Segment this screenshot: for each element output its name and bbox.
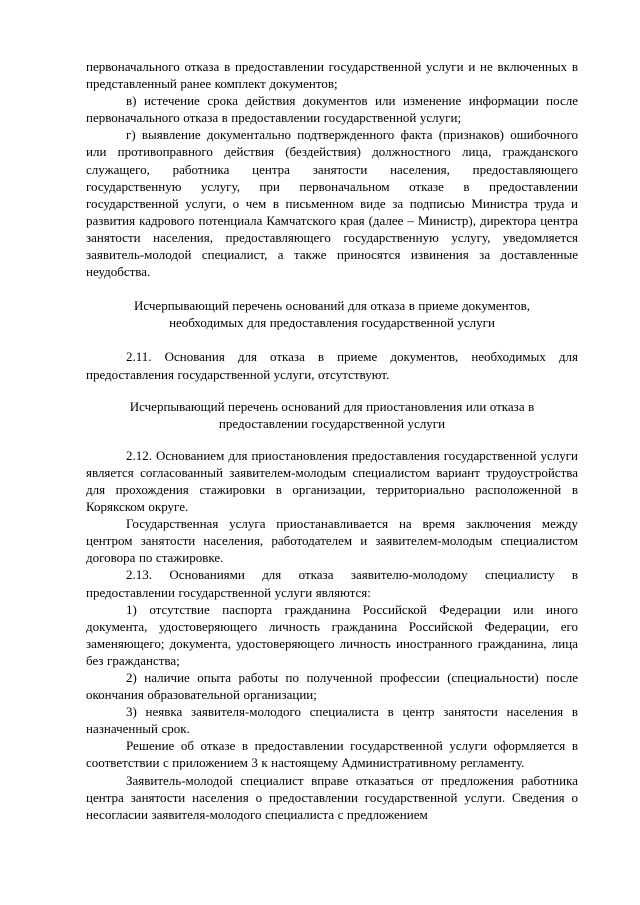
heading-line: Исчерпывающий перечень оснований для приостановления или отказа в bbox=[129, 398, 535, 414]
spacer bbox=[86, 280, 578, 297]
heading-line: необходимых для предоставления государственной услуги bbox=[169, 315, 495, 331]
spacer bbox=[86, 383, 578, 398]
paragraph-2-13-item-2: 2) наличие опыта работы по полученной профессии (специальности) после окончания образовательной организации; bbox=[86, 670, 578, 703]
paragraph-2-11: 2.11. Основания для отказа в приеме документов, необходимых для предоставления государственной услуги, отсутствуют. bbox=[86, 349, 578, 382]
heading-line: предоставлении государственной услуги bbox=[218, 415, 446, 431]
heading-refusal-acceptance bbox=[86, 297, 578, 331]
paragraph-2-13-item-1: 1) отсутствие паспорта гражданина Российской Федерации или иного документа, удостоверяющего личность гражданина Российской Федерации, его заменяющего; документа, удостоверяющего личность иностранного гражданина, лица без гражданства; bbox=[86, 601, 578, 668]
paragraph-2-13-item-3: 3) неявка заявителя-молодого специалиста в центр занятости населения в назначенный срок. bbox=[86, 704, 578, 737]
heading-line: Исчерпывающий перечень оснований для отказа в приеме документов, bbox=[134, 298, 530, 314]
paragraph-item-g: г) выявление документально подтвержденного факта (признаков) ошибочного или противоправного действия (бездействия) должностного лица, гражданского служащего, работника центра занятости населения, предоставляющего государственную услугу, при первоначальном отказе в предоставлении государственной услуги, о чем в письменном виде за подписью Министра труда и развития кадрового потенциала Камчатского края (далее – Министр), директора центра занятости населения, предоставляющего государственную услугу, уведомляется заявитель-молодой специалист, а также приносятся извинения за доставленные неудобства. bbox=[86, 127, 578, 280]
paragraph-2-12: 2.12. Основанием для приостановления предоставления государственной услуги является согласованный заявителем-молодым специалистом вариант трудоустройства для прохождения стажировки в организации, территориально расположенной в Корякском округе. bbox=[86, 447, 578, 515]
paragraph-continuation: первоначального отказа в предоставлении государственной услуги и не включенных в представленный ранее комплект документов; bbox=[86, 59, 578, 92]
paragraph-applicant-right: Заявитель-молодой специалист вправе отказаться от предложения работника центра занятости населения о предоставлении государственной услуги. Сведения о несогласии заявителя-молодого специалиста с предложением bbox=[86, 772, 578, 822]
paragraph-2-12-note: Государственная услуга приостанавливается на время заключения между центром занятости населения, работодателем и заявителем-молодым специалистом договора по стажировке. bbox=[86, 516, 578, 566]
document-body bbox=[86, 58, 578, 823]
spacer bbox=[86, 331, 578, 348]
paragraph-2-13: 2.13. Основаниями для отказа заявителю-молодому специалисту в предоставлении государственной услуги являются: bbox=[86, 567, 578, 600]
paragraph-decision: Решение об отказе в предоставлении государственной услуги оформляется в соответствии с приложением 3 к настоящему Административному регламенту. bbox=[86, 738, 578, 771]
heading-suspension bbox=[86, 398, 578, 432]
spacer bbox=[86, 432, 578, 447]
paragraph-item-v: в) истечение срока действия документов или изменение информации после первоначального отказа в предоставлении государственной услуги; bbox=[86, 93, 578, 126]
